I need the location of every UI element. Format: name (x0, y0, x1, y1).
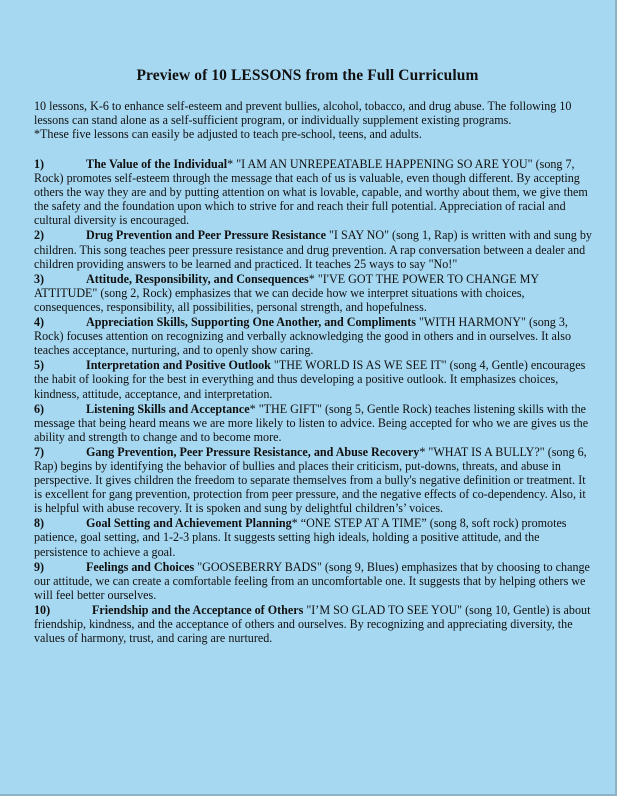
lesson-number: 8) (34, 516, 45, 531)
lesson-title: Attitude, Responsibility, and Consequences (86, 271, 309, 286)
lesson-title: Appreciation Skills, Supporting One Another, and Compliments (86, 315, 416, 330)
lesson-1 (34, 157, 594, 227)
lesson-title: Listening Skills and Acceptance (86, 401, 250, 416)
lesson-number: 2) (34, 228, 45, 243)
intro-line-2: *These five lessons can easily be adjusted to teach pre-school, teens, and adults. (34, 127, 422, 141)
lesson-text: "I SAY NO" (song 1, Rap) is written with and sung by children. This song teaches peer pressure resistance and drug prevention. A rap conversation between a dealer and children providing answers to be learned and practiced. It teaches 25 ways to say "No!" (34, 228, 592, 271)
page-title: Preview of 10 LESSONS from the Full Curriculum (136, 67, 479, 84)
intro-paragraph (34, 99, 594, 141)
lesson-text: "WITH HARMONY" (song 3, Rock) focuses attention on recognizing and verbally acknowledging the good in others and in ourselves. It also teaches acceptance, nurturing, and to openly show caring. (34, 315, 572, 358)
lesson-text: * "THE GIFT" (song 5, Gentle Rock) teaches listening skills with the message that being heard means we are more likely to listen to advice. Being accepted for who we are gives us the ability and strength to change and to become more. (34, 401, 589, 444)
lesson-list (34, 157, 594, 646)
lesson-text: * “ONE STEP AT A TIME” (song 8, soft rock) promotes patience, goal setting, and 1-2-3 plans. It suggests setting high ideals, holding a positive attitude, and the persistence to achieve a goal. (34, 516, 567, 559)
lesson-number: 7) (34, 444, 45, 459)
lesson-title: Gang Prevention, Peer Pressure Resistance, and Abuse Recovery (86, 444, 420, 459)
lesson-number: 4) (34, 315, 45, 330)
lesson-title: Interpretation and Positive Outlook (86, 358, 271, 373)
lesson-number: 1) (34, 157, 45, 171)
lesson-number: 5) (34, 358, 45, 373)
lesson-3 (34, 272, 594, 314)
lesson-9 (34, 560, 594, 602)
lesson-text: * "I'VE GOT THE POWER TO CHANGE MY ATTITUDE" (song 2, Rock) emphasizes that we can decide how we interpret situations with choices, consequences, responsibility, all possibilities, personal strength, and hopefulness. (34, 271, 539, 314)
lesson-7 (34, 445, 594, 515)
lesson-number: 6) (34, 401, 45, 416)
lesson-title: Friendship and the Acceptance of Others (92, 602, 304, 617)
lesson-text: "I’M SO GLAD TO SEE YOU" (song 10, Gentle) is about friendship, kindness, and the acceptance of others and ourselves. By recognizing and appreciating diversity, the values of harmony, trust, and caring are nurtured. (34, 602, 591, 646)
lesson-number: 3) (34, 271, 45, 286)
lesson-text: * "WHAT IS A BULLY?" (song 6, Rap) begins by identifying the behavior of bullies and places their criticism, put-downs, threats, and abuse in perspective. It gives children the freedom to separate themselves from a bully's negative definition or treatment. It is excellent for gang prevention, protection from peer pressure, and the negative effects of co-dependency. Also, it is helpful with abuse recovery. It is spoken and sung by delightful children’s’ voices. (34, 444, 587, 516)
lesson-8 (34, 516, 594, 558)
intro-line-1: 10 lessons, K-6 to enhance self-esteem and prevent bullies, alcohol, tobacco, and drug abuse. The following 10 lessons can stand alone as a self-sufficient program, or individually supplement existing programs. (34, 99, 572, 127)
lesson-number: 9) (34, 559, 45, 574)
lesson-4 (34, 315, 594, 357)
lesson-title: Feelings and Choices (86, 559, 195, 574)
lesson-10 (34, 603, 594, 645)
lesson-text: "GOOSEBERRY BADS" (song 9, Blues) emphasizes that by choosing to change our attitude, we can create a comfortable feeling from an uncomfortable one. It suggests that by helping others we will feel better ourselves. (34, 559, 590, 602)
lesson-5 (34, 358, 594, 400)
lesson-title: Drug Prevention and Peer Pressure Resistance (86, 228, 326, 243)
lesson-title: The Value of the Individual (86, 157, 228, 171)
lesson-text: * "I AM AN UNREPEATABLE HAPPENING SO ARE YOU" (song 7, Rock) promotes self-esteem through the message that each of us is valuable, even though different. By accepting others the way they are and by putting attention on what is lovable, capable, and worthy about them, we give them the safety and the foundation upon which to strive for and reach their full potential. Appreciation of racial and cultural diversity is encouraged. (34, 157, 588, 228)
lesson-2 (34, 228, 594, 270)
lesson-title: Goal Setting and Achievement Planning (86, 516, 292, 531)
lesson-6 (34, 402, 594, 444)
lesson-number: 10) (34, 602, 51, 617)
lesson-text: "THE WORLD IS AS WE SEE IT" (song 4, Gentle) encourages the habit of looking for the best in everything and thus developing a positive outlook. It emphasizes choices, kindness, attitude, acceptance, and interpretation. (34, 358, 586, 401)
